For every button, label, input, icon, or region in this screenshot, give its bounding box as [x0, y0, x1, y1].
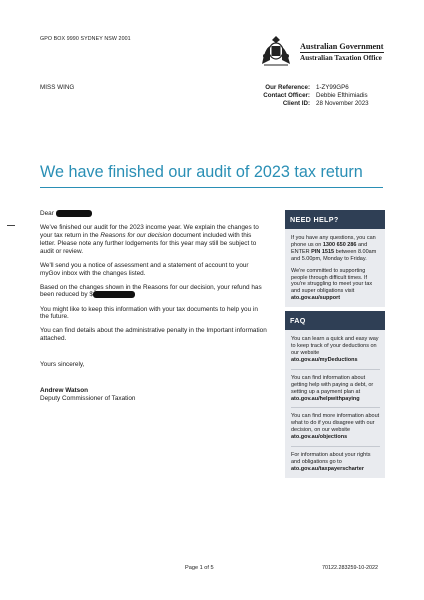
contact-officer-row	[246, 92, 369, 100]
faq-paying: You can find information about getting help with paying a debt, or setting up a payment plan at ato.gov.au/helpwithpaying	[291, 374, 374, 402]
salutation: Dear	[40, 210, 268, 218]
help-with-paying-link[interactable]: ato.gov.au/helpwithpaying	[291, 395, 360, 402]
reference-block	[246, 84, 369, 108]
paragraph-penalty: You can find details about the administrative penalty in the Important information attached.	[40, 327, 267, 343]
coat-of-arms-icon	[258, 34, 294, 66]
sender-address: GPO BOX 9990 SYDNEY NSW 2001	[40, 36, 131, 42]
closing: Yours sincerely,	[40, 361, 85, 369]
recipient-name: MISS WING	[40, 84, 75, 91]
support-link[interactable]: ato.gov.au/support	[291, 295, 341, 302]
signatory-title: Deputy Commissioner of Taxation	[40, 394, 136, 402]
help-support-text: We're committed to supporting people through difficult times. If you're struggling to meet your tax and super obligations visit ato.gov.au/support	[291, 267, 373, 302]
sidebar	[285, 210, 385, 478]
contact-officer-label: Contact Officer:	[263, 91, 310, 99]
faq-divider	[291, 407, 380, 408]
client-id-row	[246, 100, 369, 108]
help-phone-number[interactable]: 1300 650 286	[322, 241, 357, 248]
redaction-mark	[93, 291, 135, 298]
document-reference: 70122.283259-10-2022	[322, 565, 379, 571]
paragraph-notice: We'll send you a notice of assessment and a statement of account to your myGov inbox with the changes listed.	[40, 261, 249, 277]
need-help-box	[285, 229, 385, 307]
reference-value: 1-ZY99GP6	[316, 84, 349, 91]
client-id-label: Client ID:	[282, 99, 310, 107]
faq-divider	[291, 369, 380, 370]
faq-objections: You can find more information about what to do if you disagree with our decision, on our website ato.gov.au/objections	[291, 413, 380, 441]
objections-link[interactable]: ato.gov.au/objections	[291, 434, 348, 441]
title-divider	[40, 187, 383, 188]
faq-box	[285, 330, 385, 478]
letter-body	[40, 210, 268, 403]
reference-label: Our Reference:	[265, 84, 310, 91]
faq-deductions: You can learn a quick and easy way to keep track of your deductions on our website ato.gov.au/myDeductions	[291, 336, 379, 363]
signatory-name: Andrew Watson	[40, 387, 89, 395]
page-title: We have finished our audit of 2023 tax return	[40, 163, 363, 181]
redaction-mark	[56, 210, 92, 217]
faq-heading: FAQ	[285, 311, 385, 330]
government-name: Australian Government	[300, 42, 384, 51]
faq-divider	[291, 446, 380, 447]
signature-block	[40, 387, 268, 403]
help-phone-text: If you have any questions, you can phone us on 1300 650 286 and ENTER PIN 1515 between 8.00am and 5.00pm, Monday to Friday.	[291, 235, 377, 262]
page-number: Page 1 of 5	[185, 565, 214, 571]
faq-charter: For information about your rights and obligations go to ato.gov.au/taxpayerscharter	[291, 452, 371, 472]
need-help-heading: NEED HELP?	[285, 210, 385, 229]
logo-divider	[300, 52, 384, 53]
agency-name: Australian Taxation Office	[300, 53, 382, 62]
ato-logo	[258, 34, 386, 68]
paragraph-refund: Based on the changes shown in the Reasons for our decision, your refund has been reduced by $	[40, 283, 262, 299]
contact-officer-value: Debbie Efthimiadis	[316, 91, 368, 99]
deductions-link[interactable]: ato.gov.au/myDeductions	[291, 356, 358, 363]
reference-row	[246, 84, 369, 92]
help-pin: PIN 1515	[311, 248, 335, 255]
paragraph-audit: We've finished our audit for the 2023 income year. We explain the changes to your tax return in the Reasons for our decision document included with this letter. Please note any further lodgements for this year may still be subject to audit or review.	[40, 224, 259, 255]
fold-mark	[7, 225, 15, 226]
taxpayers-charter-link[interactable]: ato.gov.au/taxpayerscharter	[291, 465, 364, 472]
client-id-value: 28 November 2023	[316, 99, 369, 107]
paragraph-keep-info: You might like to keep this information with your tax documents to help you in the future.	[40, 305, 258, 321]
